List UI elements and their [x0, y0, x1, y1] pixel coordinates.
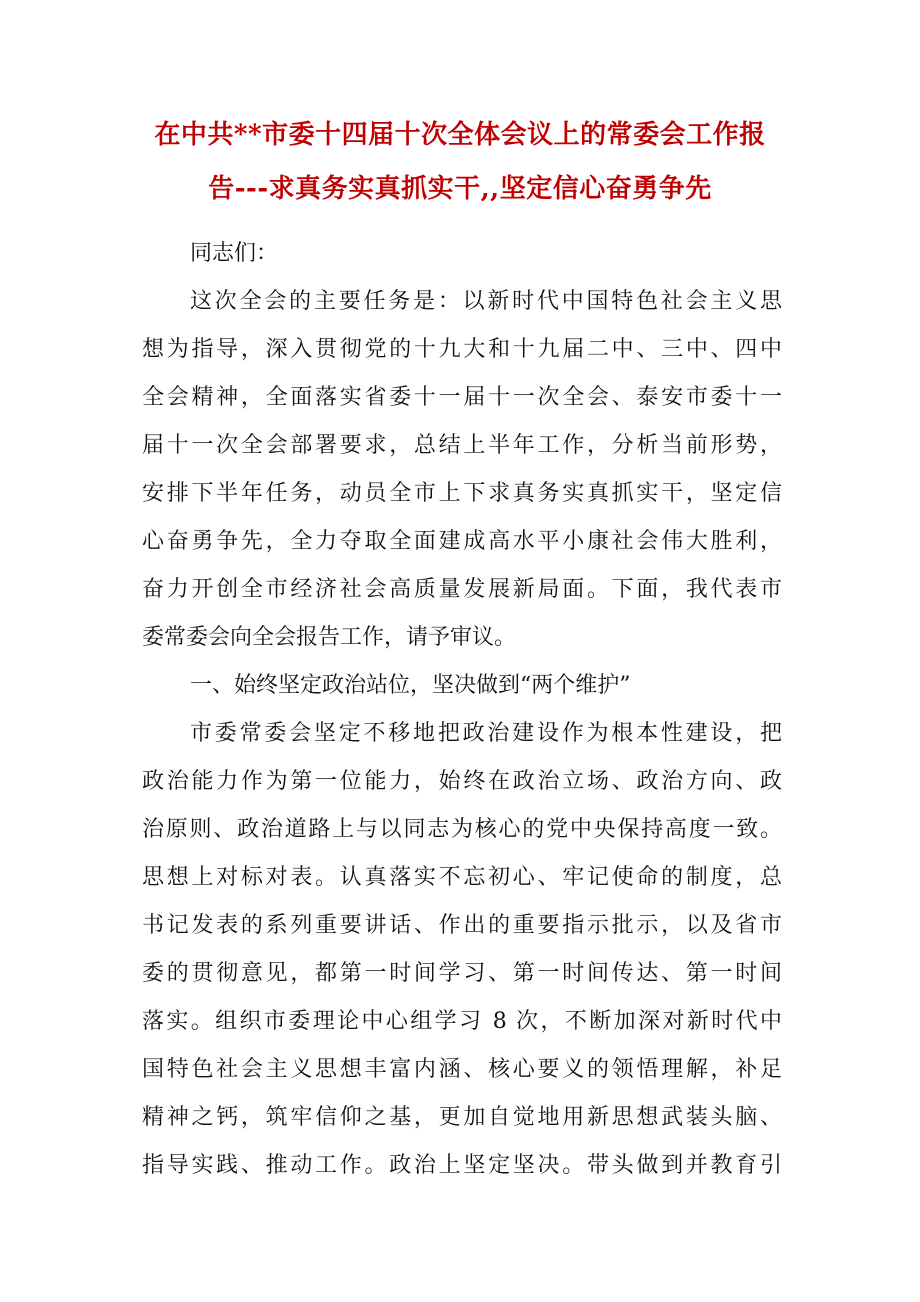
paragraph-2-line-9: 精神之钙，筑牢信仰之基，更加自觉地用新思想武装头脑、: [142, 1105, 782, 1130]
paragraph-1-line-1: 这次全会的主要任务是：以新时代中国特色社会主义思: [190, 289, 782, 314]
paragraph-1-line-6: 心奋勇争先，全力夺取全面建成高水平小康社会伟大胜利，: [142, 529, 782, 554]
paragraph-2-line-7: 落实。组织市委理论中心组学习 8 次，不断加深对新时代中: [142, 1009, 782, 1034]
paragraph-1-line-4: 届十一次全会部署要求，总结上半年工作，分析当前形势，: [142, 433, 782, 458]
title-line-1: 在中共**市委十四届十次全体会议上的常委会工作报: [154, 120, 766, 150]
document-title: [120, 108, 800, 216]
salutation: 同志们：: [190, 241, 279, 266]
paragraph-1-line-8: 委常委会向全会报告工作，请予审议。: [142, 625, 517, 650]
paragraph-2-line-10: 指导实践、推动工作。政治上坚定坚决。带头做到并教育引: [142, 1153, 782, 1178]
paragraph-1-line-7: 奋力开创全市经济社会高质量发展新局面。下面，我代表市: [142, 577, 782, 602]
paragraph-2-line-6: 委的贯彻意见，都第一时间学习、第一时间传达、第一时间: [142, 961, 782, 986]
paragraph-1-line-5: 安排下半年任务，动员全市上下求真务实真抓实干，坚定信: [142, 481, 782, 506]
title-line-2: 告---求真务实真抓实干,,坚定信心奋勇争先: [208, 174, 712, 204]
paragraph-2-line-1: 市委常委会坚定不移地把政治建设作为根本性建设，把: [190, 721, 782, 746]
document-body: [142, 230, 782, 1190]
paragraph-2-line-3: 治原则、政治道路上与以同志为核心的党中央保持高度一致。: [142, 817, 782, 842]
paragraph-2-line-5: 书记发表的系列重要讲话、作出的重要指示批示，以及省市: [142, 913, 782, 938]
paragraph-2-line-2: 政治能力作为第一位能力，始终在政治立场、政治方向、政: [142, 769, 782, 794]
paragraph-2-line-8: 国特色社会主义思想丰富内涵、核心要义的领悟理解，补足: [142, 1057, 782, 1082]
section-heading-1: 一、始终坚定政治站位，坚决做到“两个维护”: [190, 673, 631, 698]
paragraph-1-line-3: 全会精神，全面落实省委十一届十一次全会、泰安市委十一: [142, 385, 782, 410]
paragraph-1-line-2: 想为指导，深入贯彻党的十九大和十九届二中、三中、四中: [142, 337, 782, 362]
paragraph-2-line-4: 思想上对标对表。认真落实不忘初心、牢记使命的制度，总: [142, 865, 782, 890]
